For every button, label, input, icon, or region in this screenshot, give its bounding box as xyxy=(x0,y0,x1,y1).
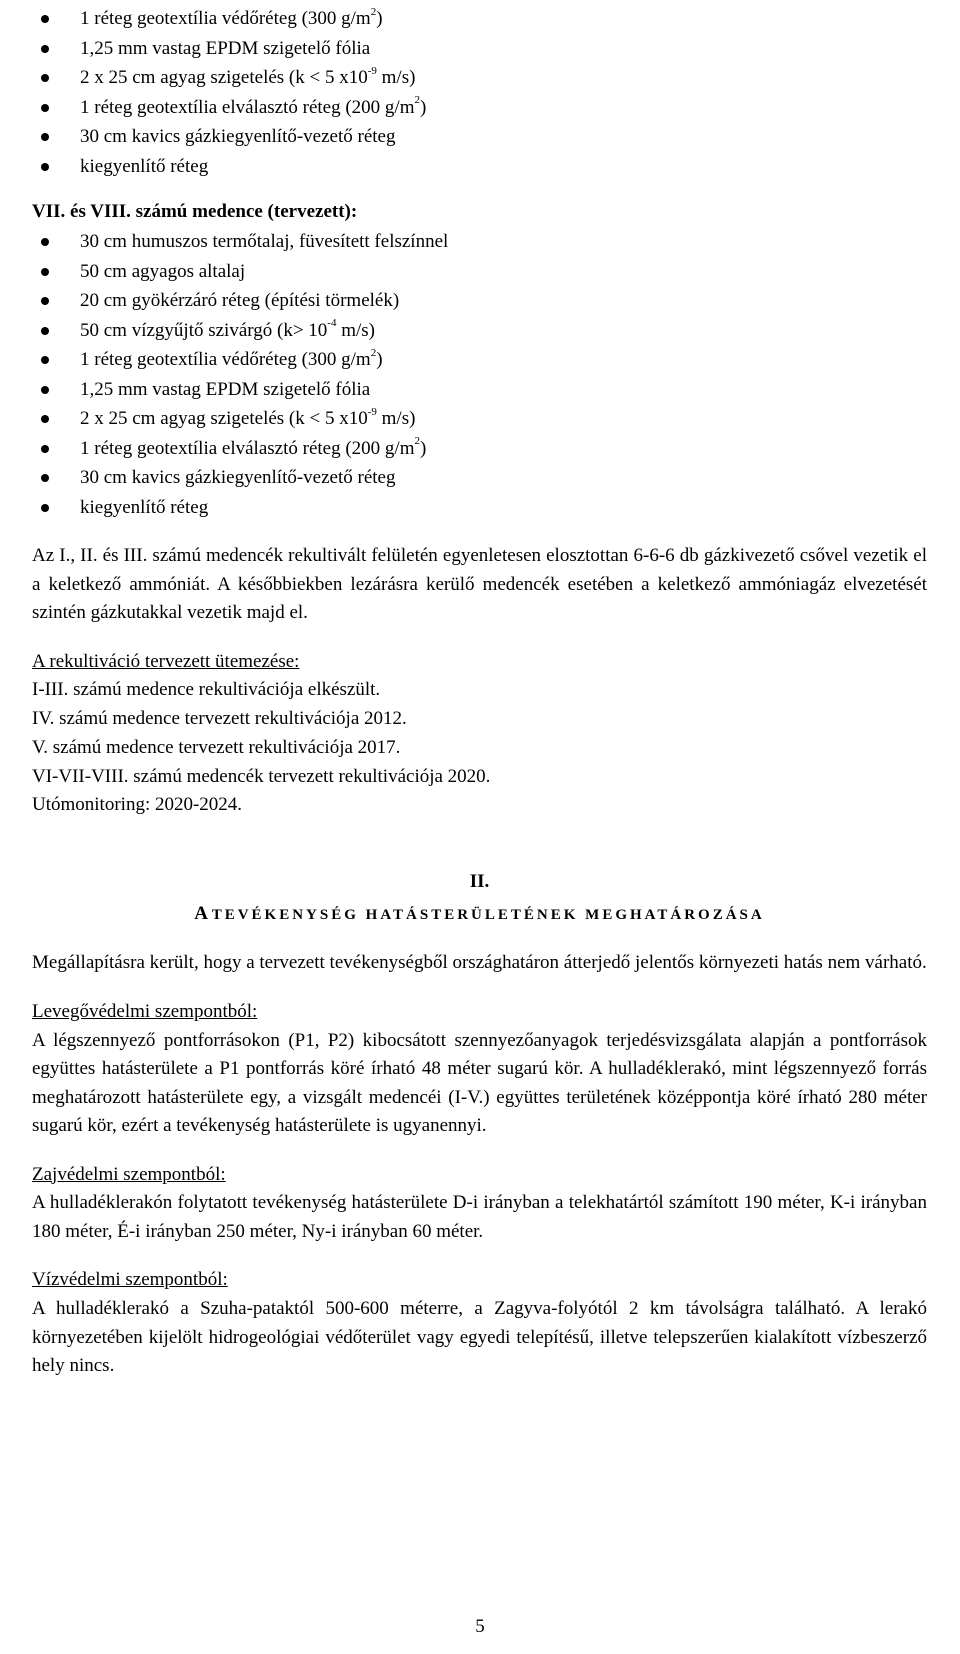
superscript: 2 xyxy=(370,346,377,359)
layer-list-vii-viii xyxy=(32,227,927,522)
section-number: II. xyxy=(469,871,490,893)
list-item-text: 50 cm vízgyűjtő szivárgó (k> 10 xyxy=(80,319,328,341)
list-item xyxy=(32,93,927,123)
list-item-text: 1,25 mm vastag EPDM szigetelő fólia xyxy=(80,37,371,59)
bullet-icon xyxy=(41,356,49,364)
bullet-icon xyxy=(41,104,49,112)
list-item xyxy=(32,375,927,405)
schedule-line: I-III. számú medence rekultivációja elkészült. xyxy=(32,679,381,701)
bullet-icon xyxy=(41,504,49,512)
list-item-text-suffix: ) xyxy=(420,96,427,118)
list-item xyxy=(32,404,927,434)
list-item-text: 50 cm agyagos altalaj xyxy=(80,260,246,282)
noise-protection-title: Zajvédelmi szempontból: xyxy=(32,1163,226,1185)
list-item-text: 30 cm kavics gázkiegyenlítő-vezető réteg xyxy=(80,467,396,488)
list-item-text-suffix: m/s) xyxy=(336,319,375,341)
air-protection-text: A légszennyező pontforrásokon (P1, P2) kibocsátott szennyezőanyagok terjedésvizsgálata alapján a pontforrások együttes hatásterülete a P1 pontforrás köré írható 48 méter sugarú kör. A hulladéklerakó, mint légszennyező forrás meghatározott hatásterülete egy, a vizsgált medencéi (I-V.) együttes területének középpontja köré írható 280 méter sugarú kör, ezért a tevékenység hatásterülete is ugyanennyi. xyxy=(32,1029,927,1137)
air-protection-title: Levegővédelmi szempontból: xyxy=(32,1000,258,1022)
bullet-icon xyxy=(41,297,49,305)
noise-protection-block xyxy=(32,1161,927,1247)
list-item-text: 1,25 mm vastag EPDM szigetelő fólia xyxy=(80,378,371,400)
section-title-initial: A xyxy=(194,903,207,925)
layer-list-top xyxy=(32,4,927,181)
list-item xyxy=(32,152,927,182)
list-item-text: 1 réteg geotextília védőréteg (300 g/m xyxy=(80,8,371,29)
schedule-line: IV. számú medence tervezett rekultivációja 2012. xyxy=(32,708,407,730)
section-title xyxy=(32,900,927,929)
list-item xyxy=(32,34,927,64)
list-item-text: kiegyenlítő réteg xyxy=(80,496,209,518)
bullet-icon xyxy=(41,445,49,453)
section-title-rest: TEVÉKENYSÉG HATÁSTERÜLETÉNEK MEGHATÁROZÁSA xyxy=(211,907,765,924)
water-protection-title: Vízvédelmi szempontból: xyxy=(32,1269,228,1291)
heading-basin-vii-viii: VII. és VIII. számú medence (tervezett): xyxy=(32,201,358,222)
noise-protection-text: A hulladéklerakón folytatott tevékenység hatásterülete D-i irányban a telekhatártól számított 190 méter, K-i irányban 180 méter, É-i irányban 250 méter, Ny-i irányban 60 méter. xyxy=(32,1192,927,1242)
bullet-icon xyxy=(41,15,49,23)
list-item-text: 20 cm gyökérzáró réteg (építési törmelék) xyxy=(80,290,400,311)
superscript: 2 xyxy=(370,5,377,18)
list-item-text: 2 x 25 cm agyag szigetelés (k < 5 x10 xyxy=(80,408,368,429)
list-item-text: kiegyenlítő réteg xyxy=(80,155,209,177)
superscript: 2 xyxy=(414,94,420,107)
list-item-text-suffix: m/s) xyxy=(376,67,416,88)
superscript: -9 xyxy=(367,405,377,418)
list-item xyxy=(32,63,927,93)
page-number: 5 xyxy=(475,1616,485,1637)
list-item xyxy=(32,493,927,523)
list-item xyxy=(32,345,927,375)
schedule-line: V. számú medence tervezett rekultivációja 2017. xyxy=(32,736,401,758)
list-item xyxy=(32,4,927,34)
paragraph-cross-border: Megállapításra került, hogy a tervezett tevékenységből országhatáron átterjedő jelentős környezeti hatás nem várható. xyxy=(32,952,927,974)
bullet-icon xyxy=(41,386,49,394)
list-item xyxy=(32,122,927,152)
bullet-icon xyxy=(41,45,49,53)
list-item-text-suffix: m/s) xyxy=(376,408,416,429)
bullet-icon xyxy=(41,163,49,171)
list-item-text: 1 réteg geotextília védőréteg (300 g/m xyxy=(80,349,371,370)
list-item-text-suffix: ) xyxy=(420,437,427,459)
bullet-icon xyxy=(41,133,49,141)
water-protection-text: A hulladéklerakó a Szuha-pataktól 500-600 méterre, a Zagyva-folyótól 2 km távolságra található. A lerakó környezetében kijelölt hidrogeológiai védőterület vagy egyedi telepítésű, illetve telepszerűen kialakított vízbeszerző hely nincs. xyxy=(32,1298,927,1377)
bullet-icon xyxy=(41,238,49,246)
document-page xyxy=(32,0,927,1381)
bullet-icon xyxy=(41,268,49,276)
schedule-block xyxy=(32,648,927,821)
list-item xyxy=(32,316,927,346)
list-item-text-suffix: ) xyxy=(376,349,383,370)
list-item-text: 1 réteg geotextília elválasztó réteg (200 g/m xyxy=(80,437,415,459)
list-item xyxy=(32,434,927,464)
superscript: 2 xyxy=(414,435,420,448)
bullet-icon xyxy=(41,474,49,482)
list-item xyxy=(32,286,927,316)
bullet-icon xyxy=(41,327,49,335)
list-item-text: 1 réteg geotextília elválasztó réteg (200 g/m xyxy=(80,96,415,118)
list-item-text: 30 cm kavics gázkiegyenlítő-vezető réteg xyxy=(80,126,396,147)
schedule-line: VI-VII-VIII. számú medencék tervezett rekultivációja 2020. xyxy=(32,765,491,787)
list-item xyxy=(32,257,927,287)
superscript: -9 xyxy=(367,64,377,77)
list-item-text: 30 cm humuszos termőtalaj, füvesített felszínnel xyxy=(80,231,449,252)
air-protection-block xyxy=(32,998,927,1141)
list-item xyxy=(32,227,927,257)
schedule-title: A rekultiváció tervezett ütemezése: xyxy=(32,650,300,672)
schedule-line: Utómonitoring: 2020-2024. xyxy=(32,794,243,816)
list-item-text: 2 x 25 cm agyag szigetelés (k < 5 x10 xyxy=(80,67,368,88)
water-protection-block xyxy=(32,1266,927,1380)
list-item xyxy=(32,463,927,493)
superscript: -4 xyxy=(327,317,337,330)
paragraph-gas-venting: Az I., II. és III. számú medencék rekultivált felületén egyenletesen elosztottan 6-6-6 db gázkivezető csővel vezetik el a keletkező ammóniát. A későbbiekben lezárásra kerülő medencék esetében a keletkező ammóniagáz elvezetését szintén gázkutakkal vezetik majd el. xyxy=(32,545,927,623)
bullet-icon xyxy=(41,415,49,423)
bullet-icon xyxy=(41,74,49,82)
list-item-text-suffix: ) xyxy=(376,8,383,29)
